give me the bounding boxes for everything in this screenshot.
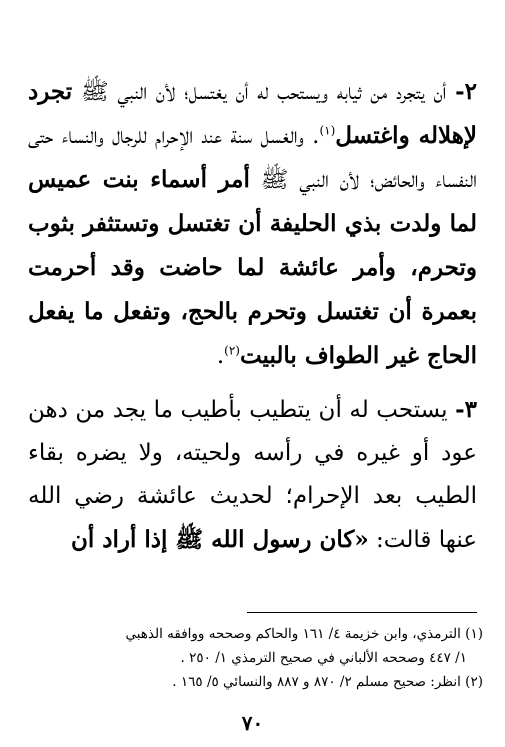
bold-run: أمر أسماء بنت عميس لما ولدت بذي الحليفة أن تغتسل وتستثفر بثوب وتحرم، وأمر عائشة لما حاضت وقد أحرمت بعمرة أن تغتسل وتحرم بالحج، وتفعل ما يفعل الحاج غير الطواف بالبيت: [28, 166, 477, 369]
paragraph-2: [28, 70, 477, 378]
footnote-marker: (٢): [224, 343, 240, 358]
footnote-line: (١) الترمذي، وابن خزيمة ٤/ ١٦١ والحاكم وصححه ووافقه الذهبي: [125, 626, 483, 642]
main-text: [28, 70, 477, 562]
text-run: أن يتجرد من ثيابه ويستحب له أن يغتسل؛ لأن النبي ﷺ: [72, 79, 456, 105]
text-run: .: [216, 343, 225, 369]
text-run: . والغسل سنة عند الإحرام للرجال والنساء حتى النفساء والحائض؛ لأن النبي ﷺ: [28, 123, 478, 193]
footnote-divider: [247, 612, 477, 613]
footnote-line: (٢) انظر: صحيح مسلم ٢/ ٨٧٠ و ٨٨٧ والنسائي ٥/ ١٦٥ .: [172, 674, 483, 690]
item-number: ٢-: [455, 78, 477, 105]
bold-run: تجرد لإهلاله واغتسل: [28, 78, 477, 149]
footnotes: [22, 622, 483, 694]
page-number: ٧٠: [241, 711, 264, 735]
item-number: ٣-: [455, 396, 477, 423]
paragraph-3: [28, 388, 477, 562]
footnote-line: ١/ ٤٤٧ وصححه الألباني في صحيح الترمذي ١/ ٢٥٠ .: [180, 650, 467, 666]
bold-run: «كان رسول الله ﷺ إذا أراد أن: [70, 526, 369, 553]
footnote-marker: (١): [319, 123, 336, 138]
text-run: يستحب له أن يتطيب بأطيب ما يجد من دهن عود أو غيره في رأسه ولحيته، ولا يضره بقاء الطيب بعد الإحرام؛ لحديث عائشة رضي الله عنها قالت:: [28, 397, 477, 553]
